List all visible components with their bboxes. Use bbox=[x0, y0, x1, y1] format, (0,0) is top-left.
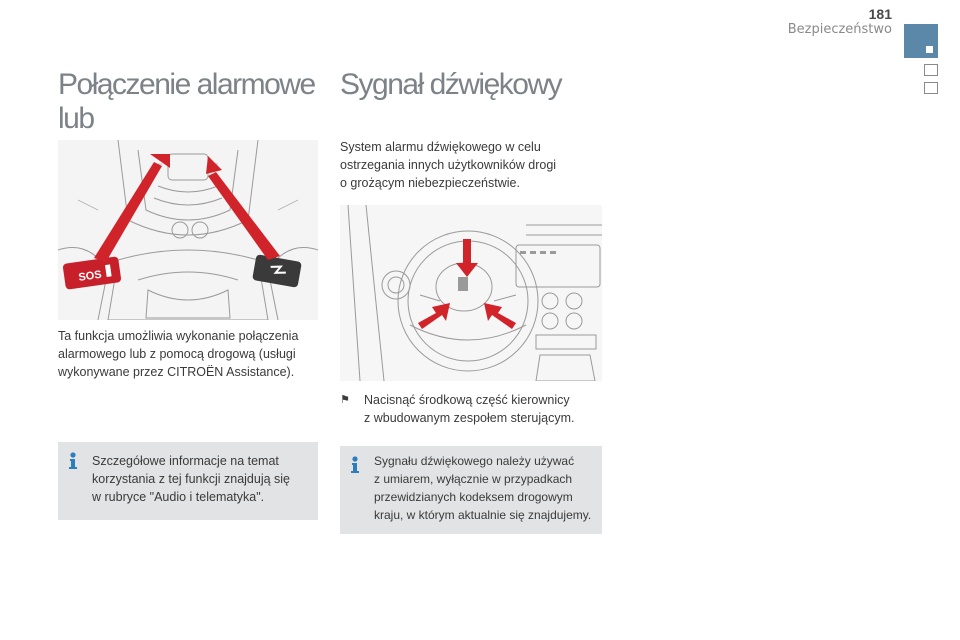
bullet-flag-icon: ⚑ bbox=[340, 393, 350, 406]
intro-line: ostrzegania innych użytkowników drogi bbox=[340, 158, 557, 172]
ceiling-console-illustration bbox=[58, 140, 318, 320]
sos-label: SOS bbox=[77, 268, 103, 284]
description-line: alarmowego lub z pomocą drogową (usługi bbox=[58, 347, 296, 361]
steering-wheel-illustration bbox=[340, 205, 602, 381]
chapter-tab-empty-1 bbox=[924, 64, 938, 76]
info-box-horn bbox=[340, 446, 602, 534]
info-line: Szczegółowe informacje na temat bbox=[92, 454, 279, 468]
step-line: Nacisnąć środkową część kierownicy bbox=[364, 393, 570, 407]
info-line: w rubryce "Audio i telematyka". bbox=[92, 490, 265, 504]
info-line: Sygnału dźwiękowego należy używać bbox=[374, 454, 575, 468]
page-number: 181 bbox=[868, 6, 892, 22]
description-line: wykonywane przez CITROËN Assistance). bbox=[58, 365, 295, 379]
info-box-emergency bbox=[58, 442, 318, 520]
horn-intro bbox=[340, 138, 600, 192]
description-line: Ta funkcja umożliwia wykonanie połączenia bbox=[58, 329, 299, 343]
chapter-tab-active bbox=[904, 24, 938, 58]
chapter-tab-empty-2 bbox=[924, 82, 938, 94]
info-line: kraju, w którym aktualnie się znajdujemy. bbox=[374, 508, 592, 522]
info-icon bbox=[348, 456, 362, 474]
title-line-1: Połączenie alarmowe lub bbox=[58, 68, 315, 135]
section-title-horn: Sygnał dźwiękowy bbox=[340, 68, 562, 101]
chapter-title: Bezpieczeństwo bbox=[787, 22, 892, 37]
info-line: korzystania z tej funkcji znajdują się bbox=[92, 472, 291, 486]
emergency-description bbox=[58, 327, 320, 381]
info-icon bbox=[66, 452, 80, 470]
info-line: przewidzianych kodeksem drogowym bbox=[374, 490, 573, 504]
intro-line: o grożącym niebezpieczeństwie. bbox=[340, 176, 520, 190]
info-line: z umiarem, wyłącznie w przypadkach bbox=[374, 472, 573, 486]
intro-line: System alarmu dźwiękowego w celu bbox=[340, 140, 541, 154]
step-line: z wbudowanym zespołem sterującym. bbox=[364, 411, 575, 425]
